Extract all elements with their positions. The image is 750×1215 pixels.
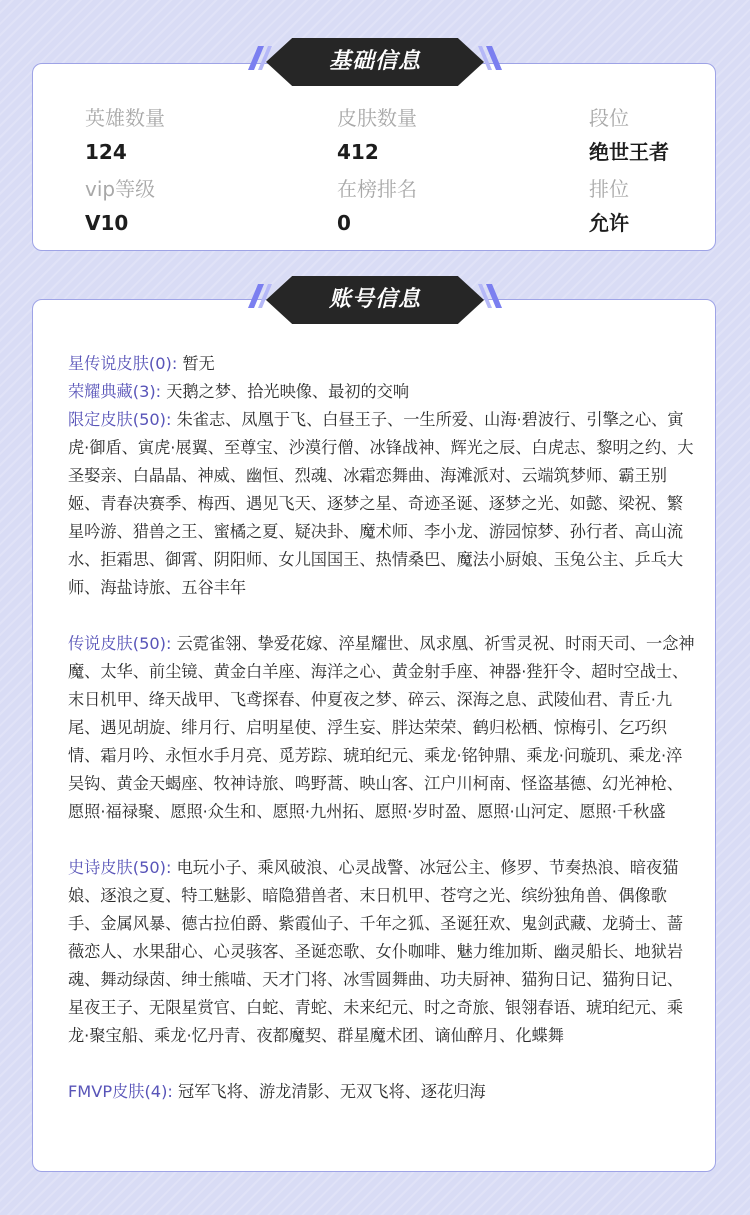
stat-leaderboard-rank <box>337 177 417 235</box>
category-label: 星传说皮肤(0): <box>68 354 178 373</box>
skin-names: 电玩小子、乘风破浪、心灵战警、冰冠公主、修罗、节奏热浪、暗夜猫娘、逐浪之夏、特工魅影、暗隐猎兽者、末日机甲、苍穹之光、缤纷独角兽、偶像歌手、金属风暴、德古拉伯爵、紫霞仙子、千年之狐、圣诞狂欢、鬼剑武藏、龙骑士、蔷薇恋人、水果甜心、心灵骇客、圣诞恋歌、女仆咖啡、魅力维加斯、幽灵船长、地狱岩魂、舞动绿茵、绅士熊喵、天才门将、冰雪圆舞曲、功夫厨神、猫狗日记、猫狗日记、星夜王子、无限星赏官、白蛇、青蛇、未来纪元、时之奇旅、银翎春语、琥珀纪元、乘龙·聚宝船、乘龙·忆丹青、夜都魔契、群星魔术团、谪仙醉月、化蝶舞 <box>68 858 684 1045</box>
skin-line-limited <box>68 406 698 602</box>
skin-line-glory-collection <box>68 378 698 406</box>
stat-value: 412 <box>337 140 379 164</box>
skin-names: 暂无 <box>182 354 215 373</box>
skin-names: 朱雀志、凤凰于飞、白昼王子、一生所爱、山海·碧波行、引擎之心、寅虎·御盾、寅虎·展翼、至尊宝、沙漠行僧、冰锋战神、辉光之辰、白虎志、黎明之约、大圣娶亲、白晶晶、神威、幽恒、烈魂、冰霜恋舞曲、海滩派对、云端筑梦师、霸王别姬、青春决赛季、梅西、遇见飞天、逐梦之星、奇迹圣诞、逐梦之光、如懿、梁祝、繁星吟游、猎兽之王、蜜橘之夏、疑决卦、魔术师、李小龙、游园惊梦、孙行者、高山流水、拒霜思、御霄、阴阳师、女儿国国王、热情桑巴、魔法小厨娘、玉兔公主、乒乓大师、海盐诗旅、五谷丰年 <box>68 410 694 597</box>
stripe-decoration-icon <box>478 284 502 308</box>
stat-value: 绝世王者 <box>589 140 669 164</box>
stat-label: 排位 <box>589 177 629 201</box>
skin-group-legend <box>68 630 698 826</box>
skin-list <box>68 350 698 1106</box>
basic-info-header <box>248 38 502 86</box>
category-label: FMVP皮肤(4): <box>68 1082 173 1101</box>
stat-label: 英雄数量 <box>85 106 165 130</box>
stat-value: V10 <box>85 211 129 235</box>
category-label: 荣耀典藏(3): <box>68 382 162 401</box>
basic-info-card <box>32 63 716 251</box>
category-label: 史诗皮肤(50): <box>68 858 172 877</box>
skin-group-fmvp <box>68 1078 698 1106</box>
section-title: 基础信息 <box>328 49 421 74</box>
stat-skin-count <box>337 106 417 164</box>
stat-value: 允许 <box>589 211 629 235</box>
account-info-header <box>248 276 502 324</box>
stat-label: 皮肤数量 <box>337 106 417 130</box>
category-label: 限定皮肤(50): <box>68 410 172 429</box>
skin-names: 冠军飞将、游龙清影、无双飞将、逐花归海 <box>178 1082 486 1101</box>
skin-group-epic <box>68 854 698 1050</box>
stat-ranked-allowed <box>589 177 629 235</box>
stat-hero-count <box>85 106 165 164</box>
skin-line-legend <box>68 630 698 826</box>
stat-label: 在榜排名 <box>337 177 417 201</box>
section-title: 账号信息 <box>328 287 421 312</box>
stat-value: 0 <box>337 211 351 235</box>
stripe-decoration-icon <box>478 46 502 70</box>
stat-value: 124 <box>85 140 127 164</box>
skin-line-fmvp <box>68 1078 698 1106</box>
skin-line-epic <box>68 854 698 1050</box>
stat-rank-tier <box>589 106 669 164</box>
stat-label: 段位 <box>589 106 629 130</box>
stat-label: vip等级 <box>85 177 156 201</box>
skin-names: 云霓雀翎、挚爱花嫁、淬星耀世、凤求凰、祈雪灵祝、时雨天司、一念神魔、太华、前尘镜、黄金白羊座、海洋之心、黄金射手座、神器·狴犴令、超时空战士、末日机甲、绛天战甲、飞鸢探春、仲夏夜之梦、碎云、深海之息、武陵仙君、青丘·九尾、遇见胡旋、绯月行、启明星使、浮生妄、胖达荣荣、鹤归松栖、惊梅引、乞巧织情、霜月吟、永恒水手月亮、觅芳踪、琥珀纪元、乘龙·铭钟鼎、乘龙·问璇玑、乘龙·淬吴钩、黄金天蝎座、牧神诗旅、鸣野蒿、映山客、江户川柯南、怪盗基德、幻光神枪、愿照·福禄聚、愿照·众生和、愿照·九州拓、愿照·岁时盈、愿照·山河定、愿照·千秋盛 <box>68 634 695 821</box>
stat-vip-level <box>85 177 155 235</box>
skin-group-limited <box>68 350 698 602</box>
category-label: 传说皮肤(50): <box>68 634 172 653</box>
skin-names: 天鹅之梦、拾光映像、最初的交响 <box>166 382 410 401</box>
skin-line-star-legend <box>68 350 698 378</box>
